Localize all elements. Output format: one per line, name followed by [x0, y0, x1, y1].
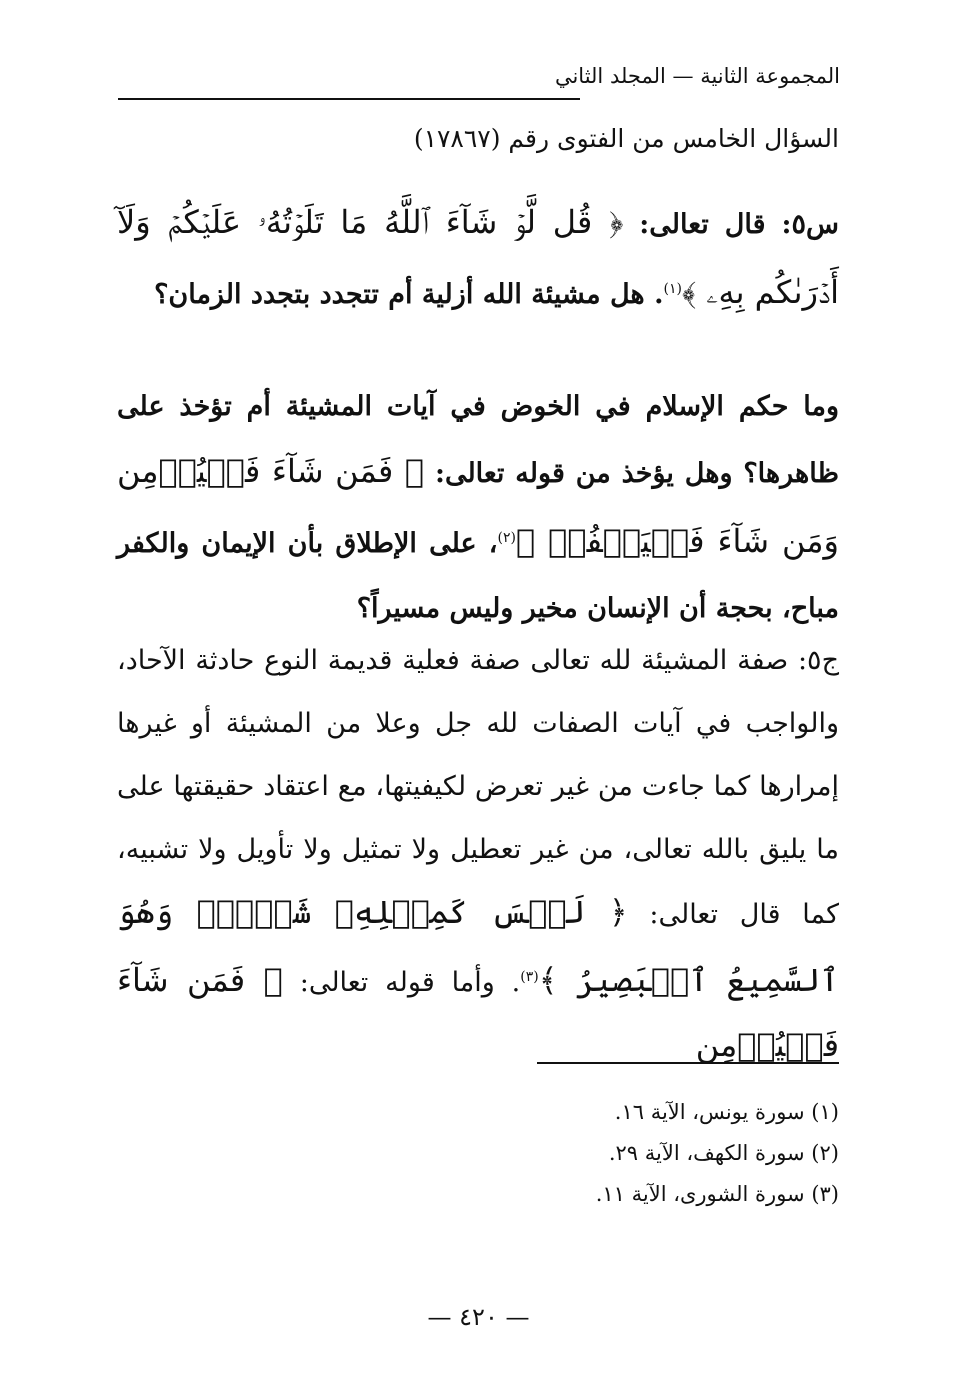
question-text: . هل مشيئة الله أزلية أم تتجدد بتجدد الزمان؟ [154, 279, 664, 310]
running-header [118, 64, 840, 88]
question-text: وما حكم الإسلام في الخوض في آيات المشيئة أم تؤخذ على ظاهرها؟ وهل يؤخذ من قوله تعالى: [117, 391, 840, 489]
quran-verse: ﴿ فَمَن شَآءَ فَلۡيُؤۡمِن [117, 961, 839, 1064]
answer-text: ج٥: صفة المشيئة لله تعالى صفة فعلية قديمة النوع حادثة الآحاد، والواجب في آيات الصفات لله جل وعلا من المشيئة أو غيرها إمرارها كما جاءت من غير تعرض لكيفيتها، مع اعتقاد حقيقتها على ما يليق بالله تعالى، من غير تعطيل ولا تمثيل ولا تأويل ولا تشبيه، كما قال تعالى: [117, 645, 839, 930]
footnote-ref: (٣) [520, 969, 539, 985]
question-text: ، على الإطلاق بأن الإيمان والكفر مباح، بحجة أن الإنسان مخير وليس مسيراً؟ [117, 528, 839, 624]
answer-text: . وأما قوله تعالى: [299, 967, 521, 998]
question-paragraph-1 [117, 190, 839, 327]
answer-paragraph [117, 629, 839, 1079]
quran-verse: ﴿ لَيۡسَ كَمِثۡلِهِۦ شَيۡءٞۖ وَهُوَ ٱلسَّمِيعُ ٱلۡبَصِيرُ ﴾ [117, 893, 840, 999]
footnote-item: (١) سورة يونس، الآية ١٦. [614, 1100, 839, 1124]
footnote-ref: (١) [663, 281, 682, 297]
fatwa-reference: السؤال الخامس من الفتوى رقم (١٧٨٦٧) [413, 124, 839, 153]
running-title: المجموعة الثانية — المجلد الثاني [554, 64, 840, 88]
question-paragraph-2 [117, 374, 839, 641]
footnote-item: (٣) سورة الشورى، الآية ١١. [595, 1182, 839, 1206]
header-rule [118, 98, 580, 100]
footnote-ref: (٢) [497, 530, 516, 546]
question-lead: س٥: قال تعالى: [639, 209, 839, 240]
page-number: — ٤٢٠ — [427, 1303, 530, 1331]
quran-verse: ﴿ فَمَن شَآءَ فَلۡيُؤۡمِن وَمَن شَآءَ فَلۡيَكۡفُرۡ ﴾ [117, 452, 839, 560]
footnote-item: (٢) سورة الكهف، الآية ٢٩. [608, 1141, 839, 1165]
footnotes [596, 1092, 839, 1215]
footnote-rule [537, 1062, 839, 1064]
quran-verse: ﴿ قُل لَّوۡ شَآءَ ٱللَّهُ مَا تَلَوۡتُهُۥ عَلَيۡكُمۡ وَلَآ أَدۡرَىٰكُم بِهِۦ ﴾ [117, 203, 839, 311]
